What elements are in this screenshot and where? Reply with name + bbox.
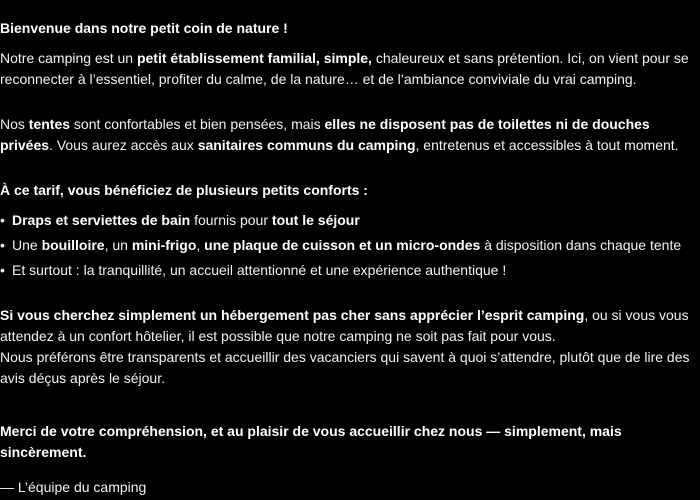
text-run: sont confortables et bien pensées, mais — [70, 116, 325, 132]
text-run: , un — [104, 237, 132, 253]
comfort-item-tranquility — [0, 260, 696, 281]
text-run: Nos — [0, 116, 29, 132]
text-run: Une — [12, 237, 42, 253]
comforts-heading: À ce tarif, vous bénéficiez de plusieurs petits conforts : — [0, 182, 368, 198]
bold-text: une plaque de cuisson et un micro-ondes — [204, 237, 481, 253]
text-run: , — [196, 237, 205, 253]
signature: — L’équipe du camping — [0, 479, 147, 495]
comfort-item-text — [12, 237, 681, 253]
text-run: Nous préférons être transparents et accueillir des vacanciers qui savent à quoi s’attendre, plutôt que de lire des avis déçus après le séjour. — [0, 349, 690, 386]
bold-text: petit établissement familial, simple, — [136, 50, 372, 66]
thanks-paragraph: Merci de votre compréhension, et au plaisir de vous accueillir chez nous — simplement, mais sincèrement. — [0, 423, 622, 460]
camping-welcome-text — [0, 18, 696, 498]
text-run: , entretenus et accessibles à tout moment. — [415, 137, 679, 153]
text-run: chaleureux et sans prétention. Ici, on vient pour se reconnecter à l’essentiel, profiter du calme, de la nature… et de l’ambiance conviviale du vrai camping. — [0, 50, 689, 87]
bold-text: tout le séjour — [271, 212, 360, 228]
text-run: , ou si vous vous attendez à un confort hôtelier, il est possible que notre camping ne soit pas fait pour vous. — [0, 307, 689, 344]
notice-line-2 — [0, 347, 696, 389]
text-run: Et surtout : la tranquillité, un accueil attentionné et une expérience authentique ! — [12, 262, 507, 278]
comfort-item-text — [12, 262, 506, 278]
comfort-item-linens — [0, 210, 696, 231]
bold-text: tentes — [28, 116, 71, 132]
text-run: fournis pour — [190, 212, 272, 228]
text-run: Notre camping est un — [0, 50, 137, 66]
tents-paragraph — [0, 114, 696, 156]
bold-text: Si vous cherchez simplement un hébergement pas cher sans apprécier l’esprit camping — [0, 307, 585, 323]
bullet-icon: • — [0, 262, 5, 278]
comforts-list — [0, 210, 696, 281]
notice-paragraph — [0, 305, 696, 389]
bold-text: elles ne disposent pas de toilettes ni de douches privées — [0, 116, 650, 153]
text-run: . Vous aurez accès aux — [49, 137, 198, 153]
bold-text: bouilloire — [41, 237, 105, 253]
bullet-icon: • — [0, 237, 5, 253]
comfort-item-text — [12, 212, 360, 228]
bold-text: sanitaires communs du camping — [197, 137, 416, 153]
welcome-heading: Bienvenue dans notre petit coin de nature ! — [0, 20, 288, 36]
intro-paragraph — [0, 48, 696, 90]
text-run: à disposition dans chaque tente — [480, 237, 682, 253]
bold-text: mini-frigo — [131, 237, 197, 253]
bullet-icon: • — [0, 212, 5, 228]
comfort-item-appliances — [0, 235, 696, 256]
notice-line-1 — [0, 305, 696, 347]
bold-text: Draps et serviettes de bain — [12, 212, 191, 228]
